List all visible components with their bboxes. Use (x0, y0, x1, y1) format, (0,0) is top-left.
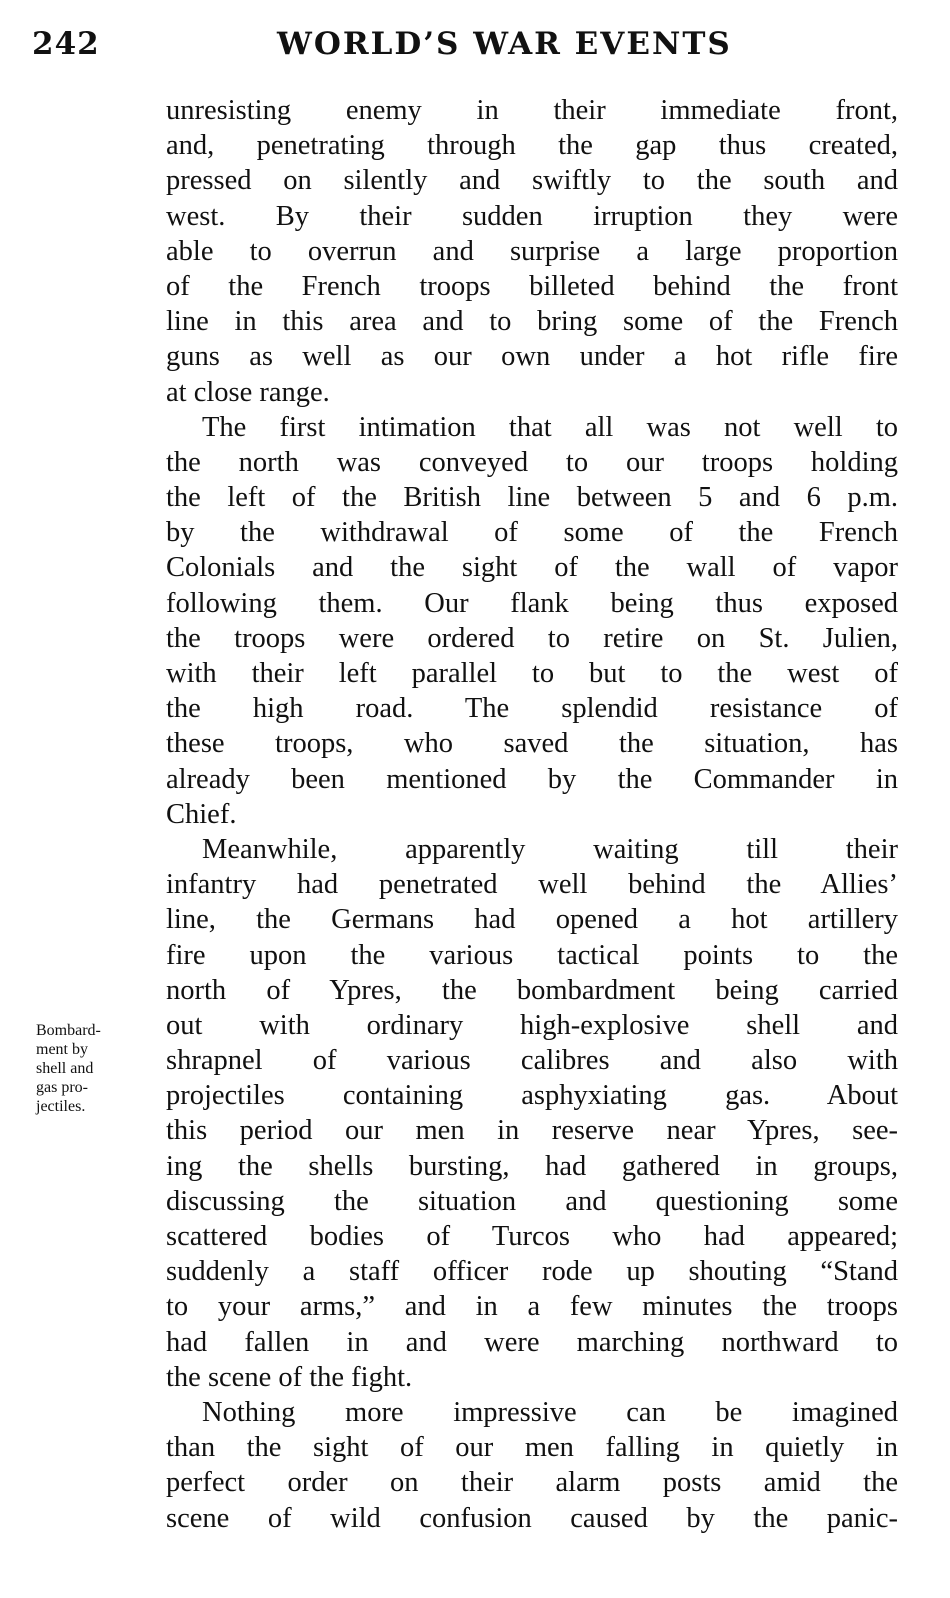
text-line: Colonials and the sight of the wall of vapor (166, 552, 898, 584)
body-text (166, 93, 898, 1536)
text-line: The first intimation that all was not well to (202, 411, 898, 443)
margin-note-line: shell and (36, 1060, 94, 1077)
page-number: 242 (32, 26, 100, 62)
text-line: following them. Our flank being thus exposed (166, 587, 898, 619)
text-line: the scene of the fight. (166, 1361, 413, 1393)
text-line: Chief. (166, 798, 237, 830)
text-line: suddenly a staff officer rode up shouting “Stand (166, 1256, 898, 1288)
text-line: this period our men in reserve near Ypres, see- (166, 1115, 898, 1147)
text-line: scene of wild confusion caused by the panic- (166, 1502, 898, 1534)
margin-note-line: jectiles. (36, 1098, 86, 1115)
paragraph (166, 410, 898, 832)
text-line: had fallen in and were marching northward to (166, 1326, 898, 1358)
text-line: with their left parallel to but to the west of (166, 658, 898, 689)
margin-note-line: Bombard- (36, 1022, 101, 1039)
text-line: west. By their sudden irruption they were (166, 200, 898, 232)
text-line: infantry had penetrated well behind the Allies’ (166, 869, 898, 901)
text-line: discussing the situation and questioning some (166, 1185, 898, 1217)
text-line: than the sight of our men falling in quietly in (166, 1432, 898, 1464)
text-line: line in this area and to bring some of the French (166, 306, 898, 338)
paragraph (166, 93, 898, 410)
text-line: fire upon the various tactical points to the (166, 939, 898, 971)
text-line: of the French troops billeted behind the front (166, 270, 898, 302)
text-line: guns as well as our own under a hot rifle fire (166, 341, 898, 373)
text-line: to your arms,” and in a few minutes the troops (166, 1291, 898, 1323)
margin-note-line: gas pro- (36, 1079, 88, 1096)
text-line: and, penetrating through the gap thus created, (166, 130, 898, 162)
text-line: pressed on silently and swiftly to the south and (166, 165, 898, 197)
text-line: unresisting enemy in their immediate front, (166, 95, 898, 126)
text-line: out with ordinary high-explosive shell and (166, 1009, 898, 1041)
text-line: these troops, who saved the situation, has (166, 728, 898, 760)
text-line: projectiles containing asphyxiating gas. About (166, 1080, 898, 1112)
text-line: the high road. The splendid resistance of (166, 693, 898, 725)
text-line: by the withdrawal of some of the French (166, 517, 898, 549)
text-line: north of Ypres, the bombardment being carried (166, 974, 898, 1006)
text-line: shrapnel of various calibres and also with (166, 1045, 898, 1077)
margin-note-line: ment by (36, 1041, 88, 1058)
text-line: the troops were ordered to retire on St. Julien, (166, 622, 898, 654)
text-line: already been mentioned by the Commander in (166, 763, 898, 795)
text-line: the north was conveyed to our troops holding (166, 446, 898, 478)
text-line: Meanwhile, apparently waiting till their (202, 833, 898, 865)
page-header (32, 26, 902, 70)
paragraph (166, 832, 898, 1395)
text-line: scattered bodies of Turcos who had appeared; (166, 1221, 898, 1252)
text-line: ing the shells bursting, had gathered in groups, (166, 1150, 898, 1182)
text-line: the left of the British line between 5 and 6 p.m. (166, 482, 898, 514)
paragraph (166, 1395, 898, 1536)
text-line: at close range. (166, 376, 330, 408)
text-line: line, the Germans had opened a hot artillery (166, 904, 898, 936)
margin-note (36, 1021, 154, 1116)
text-line: able to overrun and surprise a large proportion (166, 235, 898, 267)
text-line: Nothing more impressive can be imagined (202, 1396, 898, 1428)
text-line: perfect order on their alarm posts amid the (166, 1467, 898, 1499)
running-title: WORLD’S WAR EVENTS (277, 26, 732, 62)
